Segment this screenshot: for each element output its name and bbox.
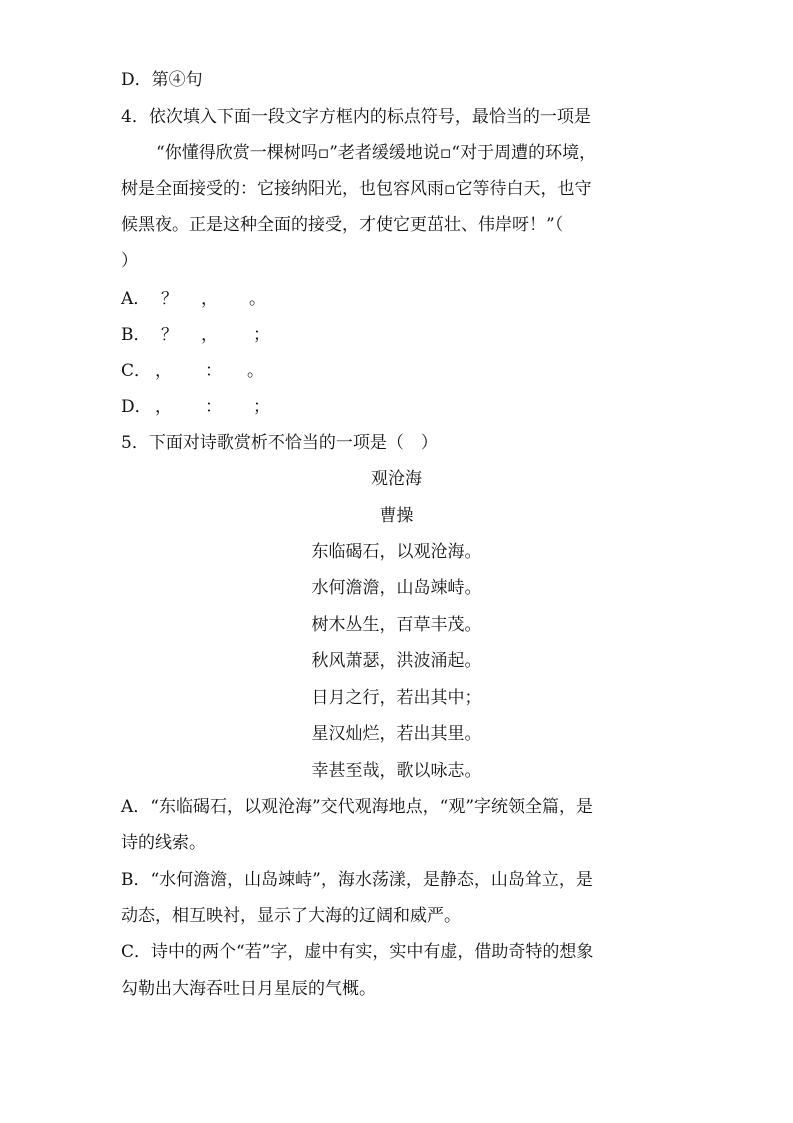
- q4-passage-line: “你懂得欣赏一棵树吗▫”老者缓缓地说▫“对于周遭的环境，: [156, 143, 597, 163]
- option-mark: ，: [201, 289, 218, 309]
- option-mark: ：: [205, 361, 222, 381]
- q5-option-b-line1: B．“水何澹澹，山岛竦峙”，海水荡漾，是静态，山岛耸立，是: [121, 870, 593, 890]
- option-mark: ，: [201, 325, 218, 345]
- q5-option-c-line1: C．诗中的两个“若”字，虚中有实，实中有虚，借助奇特的想象: [121, 942, 594, 962]
- option-mark: ？: [161, 325, 178, 345]
- poem-line: 树木丛生，百草丰茂。: [311, 615, 482, 635]
- option-mark: 。: [249, 289, 266, 309]
- q4-passage-line: 树是全面接受的：它接纳阳光，也包容风雨▫它等待白天，也守: [121, 179, 592, 199]
- poem-author: 曹操: [379, 506, 414, 526]
- poem-line: 东临碣石，以观沧海。: [311, 542, 482, 562]
- option-mark: 。: [247, 361, 264, 381]
- poem-line: 幸甚至哉，歌以咏志。: [311, 761, 482, 781]
- poem-title: 观沧海: [371, 469, 422, 489]
- option-label: B．: [121, 325, 151, 345]
- option-mark: ，: [155, 361, 172, 381]
- poem-line: 星汉灿烂，若出其里。: [311, 724, 482, 744]
- poem-line: 水何澹澹，山岛竦峙。: [311, 578, 482, 598]
- option-label: A．: [121, 289, 151, 309]
- q3-option-d: D．第④句: [121, 70, 203, 90]
- q5-option-b-line2: 动态，相互映衬，显示了大海的辽阔和威严。: [121, 906, 461, 926]
- poem-line: 日月之行，若出其中；: [311, 688, 482, 708]
- option-mark: ，: [155, 397, 172, 417]
- q4-option-a: [121, 288, 421, 310]
- option-mark: ：: [205, 397, 222, 417]
- option-label: C．: [121, 361, 152, 381]
- option-label: D．: [121, 397, 152, 417]
- q5-option-a-line1: A．“东临碣石，以观沧海”交代观海地点，“观”字统领全篇，是: [121, 797, 594, 817]
- option-mark: ；: [253, 397, 270, 417]
- q4-stem: 4．依次填入下面一段文字方框内的标点符号，最恰当的一项是: [121, 107, 591, 127]
- option-mark: ？: [161, 289, 178, 309]
- q4-option-b: [121, 324, 421, 346]
- q5-stem: 5．下面对诗歌赏析不恰当的一项是（ ）: [121, 433, 438, 453]
- option-mark: ；: [253, 325, 270, 345]
- poem-line: 秋风萧瑟，洪波涌起。: [311, 651, 482, 671]
- q4-option-c: [121, 360, 421, 382]
- q5-option-c-line2: 勾勒出大海吞吐日月星辰的气概。: [121, 979, 376, 999]
- q4-passage-line: ）: [121, 251, 138, 271]
- q4-passage-line: 候黑夜。正是这种全面的接受，才使它更茁壮、伟岸呀！”（: [121, 215, 564, 235]
- q4-option-d: [121, 396, 421, 418]
- q5-option-a-line2: 诗的线索。: [121, 833, 206, 853]
